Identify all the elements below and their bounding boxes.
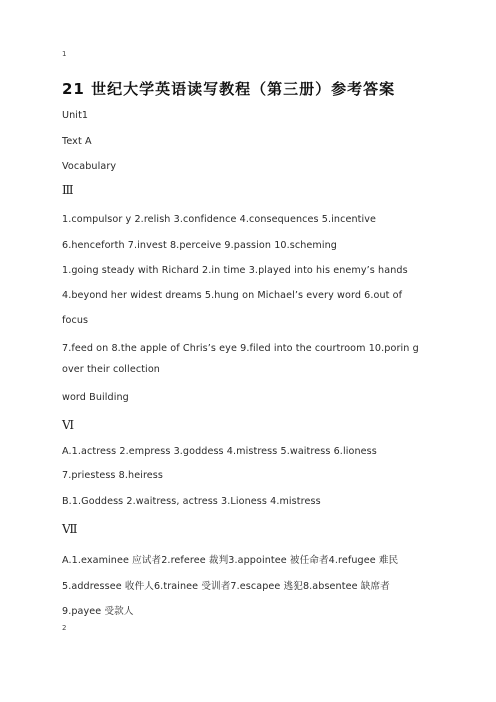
text-heading: Text A bbox=[62, 136, 92, 147]
section-vii-line-1: A.1.examinee 应试者2.referee 裁判3.appointee 被任命者4.refugee 难民 bbox=[62, 555, 399, 566]
section-vi-b-line-1: B.1.Goddess 2.waitress, actress 3.Lioness 4.mistress bbox=[62, 496, 321, 507]
vocabulary-heading: Vocabulary bbox=[62, 161, 117, 172]
section-iii-marker: Ⅲ bbox=[62, 183, 74, 197]
phrase-answers-line-2: 4.beyond her widest dreams 5.hung on Michael’s every word 6.out of bbox=[62, 290, 403, 301]
vocab-answers-line-1: 1.compulsor y 2.relish 3.confidence 4.consequences 5.incentive bbox=[62, 214, 377, 225]
section-vi-a-line-1: A.1.actress 2.empress 3.goddess 4.mistress 5.waitress 6.lioness bbox=[62, 446, 377, 457]
section-vii-line-2: 5.addressee 收件人6.trainee 受训者7.escapee 逃犯8.absentee 缺席者 bbox=[62, 581, 390, 592]
phrase-answers-line-3: focus bbox=[62, 315, 89, 326]
section-vii-line-3: 9.payee 受款人 bbox=[62, 606, 134, 617]
section-vi-marker: Ⅵ bbox=[62, 418, 75, 432]
page-number-top: 1 bbox=[62, 50, 67, 58]
section-vi-a-line-2: 7.priestess 8.heiress bbox=[62, 470, 163, 481]
page-number-bottom: 2 bbox=[62, 624, 67, 632]
section-vii-marker: Ⅶ bbox=[62, 522, 78, 536]
phrase-answers-line-5: over their collection bbox=[62, 364, 160, 375]
unit-heading: Unit1 bbox=[62, 110, 89, 121]
document-title: 21 世纪大学英语读写教程（第三册）参考答案 bbox=[62, 80, 396, 98]
phrase-answers-line-1: 1.going steady with Richard 2.in time 3.played into his enemy’s hands bbox=[62, 265, 408, 276]
phrase-answers-line-4: 7.feed on 8.the apple of Chris’s eye 9.filed into the courtroom 10.porin g bbox=[62, 343, 419, 354]
word-building-heading: word Building bbox=[62, 392, 129, 403]
vocab-answers-line-2: 6.henceforth 7.invest 8.perceive 9.passion 10.scheming bbox=[62, 240, 337, 251]
